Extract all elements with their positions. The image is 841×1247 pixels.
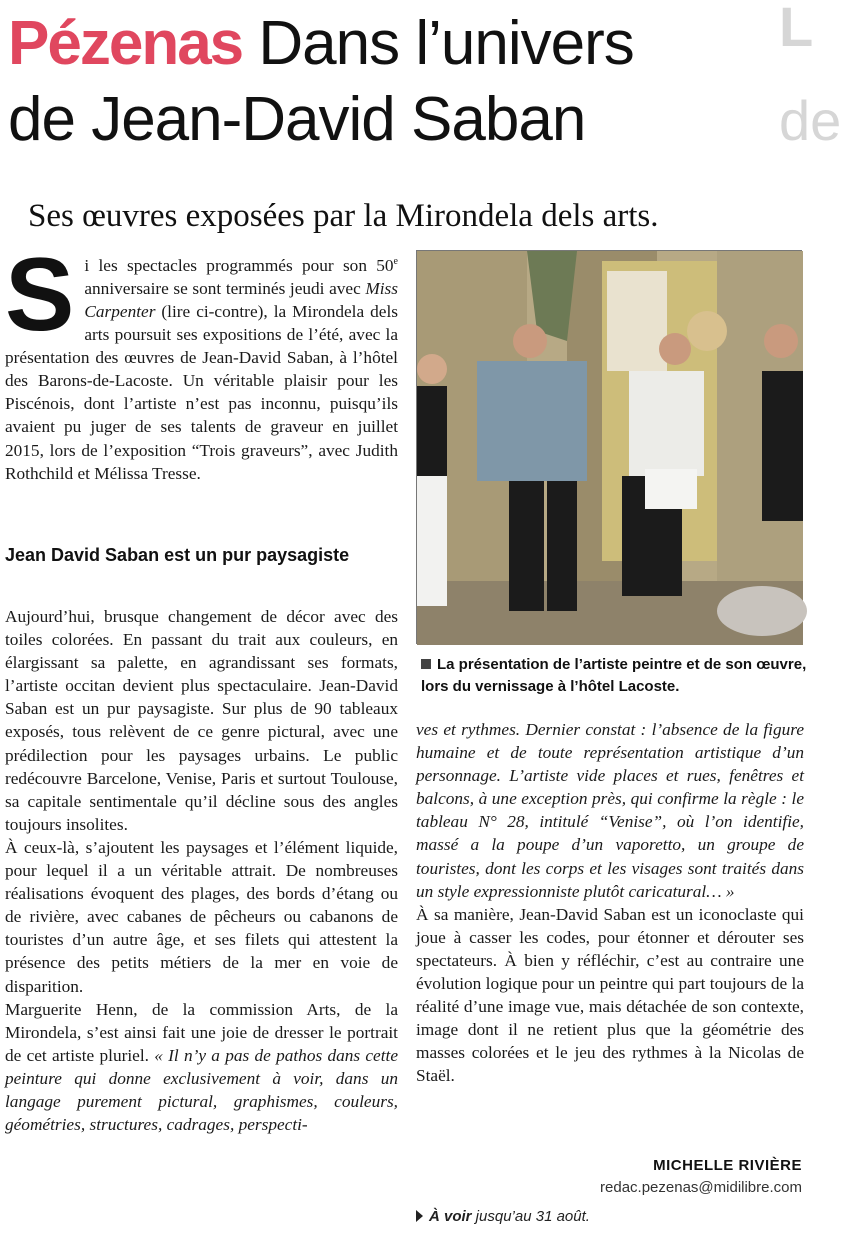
- photo-caption: [421, 654, 816, 698]
- headline: [8, 6, 778, 158]
- lead-italic-title: Miss Carpenter: [84, 278, 398, 321]
- triangle-bullet-icon: [416, 1210, 423, 1222]
- adjacent-article-bleed: L de: [779, 0, 841, 152]
- lead-paragraph: [5, 237, 398, 485]
- avoir-value: jusqu’au 31 août.: [471, 1208, 590, 1225]
- caption-bullet-icon: [421, 659, 431, 669]
- section-subhead: Jean David Saban est un pur paysagiste: [5, 545, 350, 565]
- lead-text-b: anniversaire se sont terminés jeudi avec: [84, 278, 366, 298]
- body-paragraph-final: À sa manière, Jean-David Saban est un iconoclaste qui joue à casser les codes, pour étonner et dérouter ses spectateurs. À bien y réfléchir, c’est au contraire une évolution logique pour un peintre qui part toujours de la réalité d’une image vue, mais détachée de son contexte, image dont il ne retient plus que la géométrie des masses colorées et le jeu des rythmes à la Nicolas de Staël.: [416, 904, 804, 1086]
- body-paragraph-3: [5, 998, 398, 1137]
- lead-text-a: i les spectacles programmés pour son 50: [84, 255, 394, 275]
- quote-part-1: « Il n’y a pas de pathos dans cette peinture qui donne exclusivement à voir, dans un langage purement pictural, graphismes, couleurs, géométries, structures, cadrages, perspecti-: [5, 1045, 398, 1135]
- avoir-label: À voir: [429, 1208, 472, 1225]
- right-column-body: [416, 718, 804, 1088]
- author-email: redac.pezenas@midilibre.com: [600, 1179, 802, 1196]
- exhibition-dates: [416, 1208, 802, 1225]
- lead-superscript: e: [393, 256, 398, 267]
- headline-line2: de Jean-David Saban: [8, 85, 586, 154]
- event-photo: [416, 250, 802, 644]
- body-paragraph-3-text: Marguerite Henn, de la commission Arts, de la Mirondela, s’est ainsi fait une joie de dresser le portrait de cet artiste pluriel.: [5, 999, 398, 1065]
- photo-illustration: [417, 251, 803, 645]
- left-column-body: [5, 605, 398, 1136]
- drop-cap: S: [5, 237, 75, 353]
- body-paragraph-2: À ceux-là, s’ajoutent les paysages et l’élément liquide, pour lequel il a un véritable attrait. De nombreuses réalisations évoquent des plages, des bords d’étang ou de rivière, avec cabanes de pêcheurs ou cabanons de touristes d’un autre âge, et ses filets qui attestent la présence des petits métiers de la mer en voie de disparition.: [5, 837, 398, 996]
- author-byline: MICHELLE RIVIÈRE: [653, 1157, 802, 1174]
- headline-line1: Dans l’univers: [258, 9, 634, 78]
- article-deck: Ses œuvres exposées par la Mirondela dels arts.: [28, 198, 659, 234]
- headline-city: Pézenas: [8, 9, 243, 78]
- body-paragraph-1: Aujourd’hui, brusque changement de décor avec des toiles colorées. En passant du trait aux couleurs, en élargissant sa palette, en agrandissant ses formats, l’artiste occitan devient plus spectaculaire. Jean-David Saban est un pur paysagiste. Sur plus de 90 tableaux exposés, tous relèvent de ce genre pictural, avec une prédilection pour les paysages urbains. Le public redécouvre Barcelone, Venise, Paris et surtout Toulouse, sa capitale sentimentale qu’il décline sous des angles toujours insolites.: [5, 607, 398, 834]
- quote-part-2: ves et rythmes. Dernier constat : l’absence de la figure humaine et de toute représentation artistique d’un personnage. L’artiste vide places et rues, fenêtres et balcons, à une exception près, qui confirme la règle : le tableau N° 28, intitulé “Venise”, où l’on identifie, massé a la poupe d’un vaporetto, un groupe de touristes, dont les corps et les visages sont traités dans un style expressionniste plutôt caricatural… »: [416, 720, 804, 901]
- caption-text: La présentation de l’artiste peintre et de son œuvre, lors du vernissage à l’hôtel Lacoste.: [421, 656, 807, 695]
- lead-text-c: (lire ci-contre), la Mirondela dels arts poursuit ses expositions de l’été, avec la présentation des œuvres de Jean-David Saban, à l’hôtel des Barons-de-Lacoste. Un véritable plaisir pour les Piscénois, dont l’artiste n’est pas inconnu, puisqu’ils avaient pu juger de ses talents de graveur en juillet 2015, lors de l’exposition “Trois graveurs”, avec Judith Rothchild et Mélissa Tresse.: [5, 301, 398, 483]
